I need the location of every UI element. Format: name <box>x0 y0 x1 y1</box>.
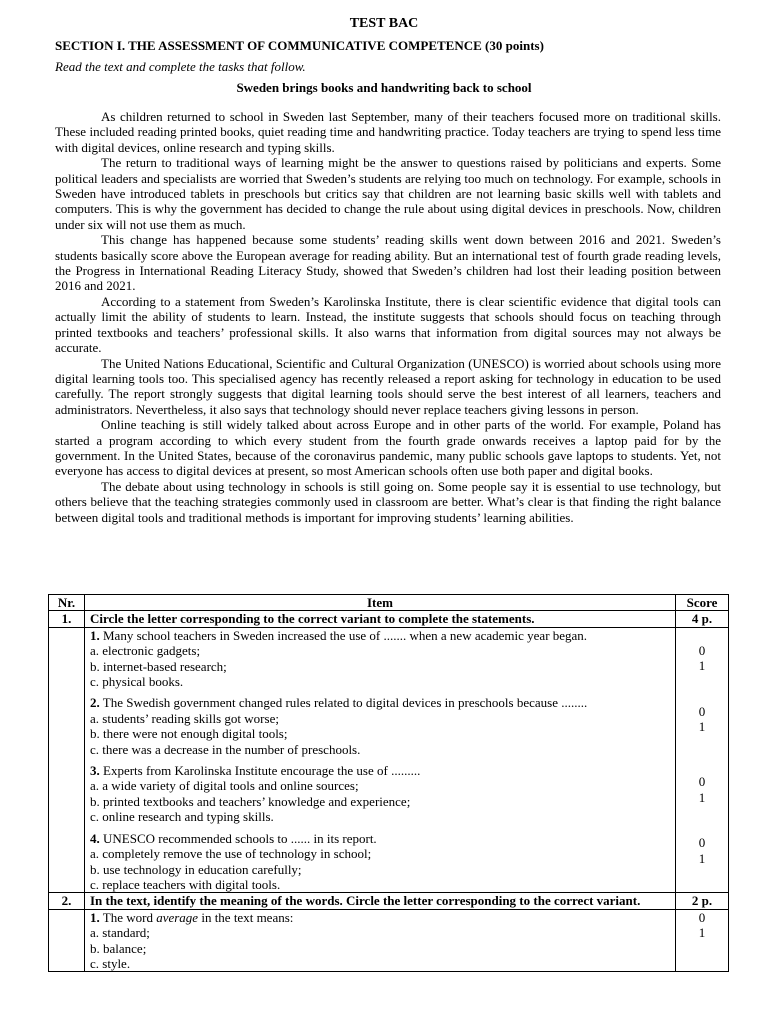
score-max: 1 <box>698 925 706 941</box>
article-paragraph: The debate about using technology in schools is still going on. Some people say it is essential to use technology, but others believe that the teaching strategies commonly used in classroom are better. What’s clear is that finding the right balance between digital tools and traditional methods is important for improving students’ learning abilities. <box>55 478 721 525</box>
section-heading: SECTION I. THE ASSESSMENT OF COMMUNICATIVE COMPETENCE (30 points) <box>55 38 544 53</box>
article-paragraph: As children returned to school in Sweden last September, many of their teachers focused more on traditional skills. These included reading printed books, quiet reading time and handwriting practice. Today teachers are trying to spend less time with digital devices, online research and typing skills. <box>55 109 721 155</box>
question <box>90 763 670 825</box>
article-title: Sweden brings books and handwriting back to school <box>236 80 532 95</box>
option-b[interactable]: b. there were not enough digital tools; <box>90 726 288 742</box>
task-questions <box>85 909 676 972</box>
task-number: 1. <box>49 611 85 627</box>
score-max: 1 <box>698 850 706 866</box>
question-scores <box>676 909 729 972</box>
score-max: 1 <box>698 658 706 674</box>
question-number: 3. <box>90 763 100 779</box>
task-row <box>49 893 729 909</box>
question <box>90 695 670 757</box>
task-questions-row <box>49 627 729 893</box>
question-stem: Many school teachers in Sweden increased the use of ....... when a new academic year began. <box>103 627 588 643</box>
question-keyword: average <box>156 909 199 925</box>
question <box>90 628 670 690</box>
question-number: 1. <box>90 627 100 643</box>
task-number: 2. <box>49 893 85 909</box>
task-questions-row <box>49 909 729 972</box>
option-c[interactable]: c. there was a decrease in the number of preschools. <box>90 741 361 757</box>
question-stem-after: in the text means: <box>201 909 294 925</box>
question-stem: Experts from Karolinska Institute encourage the use of ......... <box>103 763 421 779</box>
article-text <box>55 109 721 525</box>
question <box>90 910 670 972</box>
question-number: 2. <box>90 695 100 711</box>
question-stem-before: The word <box>102 909 153 925</box>
article-paragraph: Online teaching is still widely talked about across Europe and in other parts of the world. For example, Poland has started a program according to which every student from the fourth grade onwards receives a laptop paid for by the government. In the United States, because of the coronavirus pandemic, many public schools gave laptops to students. Yet, not everyone has access to digital devices at present, so most American schools often use both paper and digital books. <box>55 417 721 479</box>
table-header-row <box>49 595 729 611</box>
option-a[interactable]: a. a wide variety of digital tools and online sources; <box>90 778 359 794</box>
score-min: 0 <box>698 703 706 719</box>
score-min: 0 <box>698 642 706 658</box>
score-min: 0 <box>698 835 706 851</box>
option-b[interactable]: b. use technology in education carefully; <box>90 861 302 877</box>
question-stem: UNESCO recommended schools to ...... in its report. <box>103 830 377 846</box>
article-paragraph: This change has happened because some students’ reading skills went down between 2016 and 2021. Sweden’s students basically score above the European average for reading ability. But an international test of fourth grade reading levels, the Progress in International Reading Literacy Study, showed that Sweden’s children had lost their leading position between 2016 and 2021. <box>55 232 721 294</box>
question-stem: The Swedish government changed rules related to digital devices in preschools because ........ <box>102 695 588 711</box>
option-a[interactable]: a. standard; <box>90 925 150 941</box>
question-number: 1. <box>90 909 100 925</box>
option-a[interactable]: a. completely remove the use of technology in school; <box>90 846 372 862</box>
header-nr: Nr. <box>49 595 85 611</box>
score-max: 1 <box>698 789 706 805</box>
article-paragraph: The United Nations Educational, Scientific and Cultural Organization (UNESCO) is worried about schools using more digital learning tools too. This specialised agency has recently released a report asking for technology in education to be used carefully. The report strongly suggests that digital learning tools should serve the best interest of all learners, teachers and administrators. Nevertheless, it also says that technology should never replace teachers giving lessons in person. <box>55 355 721 417</box>
header-item: Item <box>85 595 676 611</box>
option-b[interactable]: b. balance; <box>90 940 147 956</box>
score-min: 0 <box>698 909 706 925</box>
test-title: TEST BAC <box>349 16 419 31</box>
task-row <box>49 611 729 627</box>
article-paragraph: The return to traditional ways of learning might be the answer to questions raised by politicians and experts. Some political leaders and specialists are worried that Sweden’s students are relying too much on technology. For example, schools in Sweden have introduced tablets in preschools but critics say that children are not learning basic skills well with tablets and computers. This is why the government has decided to change the rule about using digital devices in preschools. Now, children under six will not use them as much. <box>55 155 721 232</box>
task-instruction: Circle the letter corresponding to the correct variant to complete the statements. <box>85 611 676 627</box>
tasks-table <box>48 594 729 972</box>
header-score: Score <box>676 595 729 611</box>
option-a[interactable]: a. electronic gadgets; <box>90 643 201 659</box>
score-max: 1 <box>698 719 706 735</box>
task-questions <box>85 627 676 893</box>
option-b[interactable]: b. internet-based research; <box>90 658 227 674</box>
option-a[interactable]: a. students’ reading skills got worse; <box>90 710 279 726</box>
option-c[interactable]: c. style. <box>90 955 131 971</box>
instructions: Read the text and complete the tasks that follow. <box>55 59 306 74</box>
article-paragraph: According to a statement from Sweden’s Karolinska Institute, there is clear scientific evidence that digital tools can actually limit the ability of students to learn. Instead, the institute suggests that schools should focus on teaching through printed textbooks and teachers’ professional skills. It also warns that information from digital sources may not always be accurate. <box>55 293 721 356</box>
option-b[interactable]: b. printed textbooks and teachers’ knowledge and experience; <box>90 793 411 809</box>
question-scores <box>676 627 729 893</box>
question <box>90 831 670 893</box>
score-min: 0 <box>698 774 706 790</box>
option-c[interactable]: c. physical books. <box>90 674 184 690</box>
option-c[interactable]: c. online research and typing skills. <box>90 809 274 825</box>
task-score: 4 p. <box>676 611 729 627</box>
question-number: 4. <box>90 830 100 846</box>
option-c[interactable]: c. replace teachers with digital tools. <box>90 876 281 892</box>
task-score: 2 p. <box>676 893 729 909</box>
task-instruction: In the text, identify the meaning of the words. Circle the letter corresponding to the correct variant. <box>85 893 676 909</box>
